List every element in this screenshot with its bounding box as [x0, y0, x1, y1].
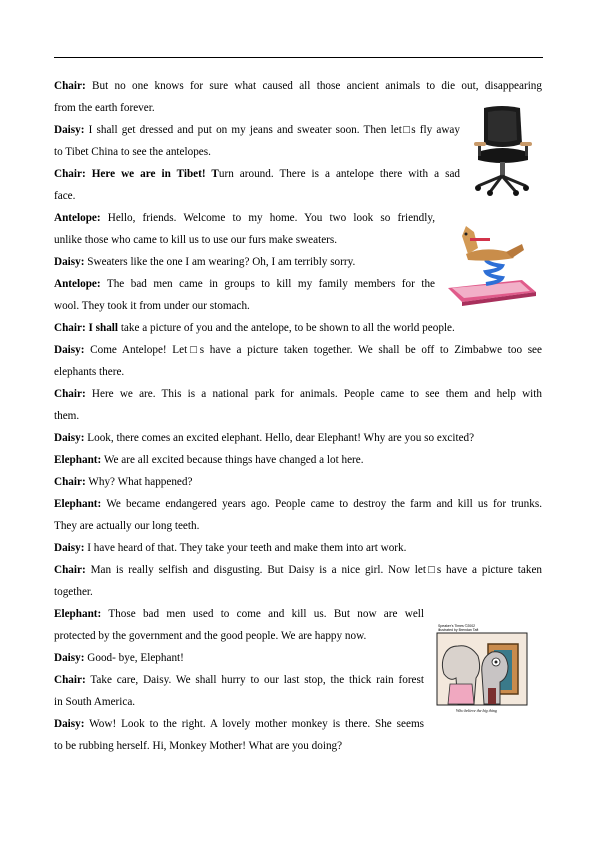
speaker-name: Daisy: [54, 256, 85, 268]
dialogue-line [54, 498, 542, 511]
dialogue-line [54, 696, 135, 709]
svg-text:illustrated by Brendan Taft: illustrated by Brendan Taft [438, 628, 479, 632]
line-text: to Tibet China to see the antelopes. [54, 146, 211, 158]
dialogue-line [54, 344, 542, 357]
speaker-name: Daisy: [54, 542, 85, 554]
dialogue-line [54, 476, 192, 489]
speaker-name: Chair: [54, 476, 86, 488]
line-text: Those bad men used to come and kill us. But now are well [101, 608, 424, 620]
line-text: in South America. [54, 696, 136, 708]
dialogue-line [54, 718, 424, 731]
speaker-name: Elephant: [54, 608, 102, 620]
line-text: Wow! Look to the right. A lovely mother monkey is there. She seems [84, 718, 424, 730]
speaker-name: Daisy: [54, 124, 85, 136]
speaker-name: Chair: [54, 564, 86, 576]
line-text: unlike those who came to kill us to use our furs make sweaters. [54, 234, 338, 246]
dialogue-line [54, 542, 406, 555]
speaker-name: Elephant: [54, 454, 102, 466]
dialogue-line [54, 168, 460, 181]
line-text: protected by the government and the good people. We are happy now. [54, 630, 367, 642]
line-text: Sweaters like the one I am wearing? Oh, I am terribly sorry. [84, 256, 356, 268]
line-text: The bad men came in groups to kill my family members for the [100, 278, 435, 290]
dialogue-line [54, 608, 424, 621]
dialogue-line [54, 256, 355, 269]
line-text: from the earth forever. [54, 102, 155, 114]
dialogue-line [54, 410, 79, 423]
cartoon-caption: Who believe the big thing [456, 708, 497, 713]
dialogue-line [54, 740, 342, 753]
dialogue-line [54, 366, 124, 379]
line-text: Hello, friends. Welcome to my home. You two look so friendly, [100, 212, 435, 224]
line-text: Come Antelope! Let□s have a picture taken together. We shall be off to Zimbabwe too see [84, 344, 542, 356]
dialogue-line [54, 630, 366, 643]
spring-horse-image [444, 222, 539, 307]
line-text: Good- bye, Elephant! [84, 652, 184, 664]
header-rule [54, 57, 543, 58]
line-text: But no one knows for sure what caused all those ancient animals to die out, disappearing [85, 80, 542, 92]
speaker-name: Daisy: [54, 652, 85, 664]
dialogue-line [54, 212, 435, 225]
speaker-name: Chair: [54, 674, 86, 686]
line-text: They are actually our long teeth. [54, 520, 200, 532]
line-text: Take care, Daisy. We shall hurry to our last stop, the thick rain forest [85, 674, 424, 686]
speaker-name: Chair: [54, 80, 86, 92]
line-text: to be rubbing herself. Hi, Monkey Mother! What are you doing? [54, 740, 343, 752]
line-text: together. [54, 586, 93, 598]
speaker-name: Chair: I shall [54, 322, 119, 334]
line-text: We are all excited because things have changed a lot here. [101, 454, 364, 466]
dialogue-line [54, 146, 211, 159]
dialogue-line [54, 190, 75, 203]
dialogue-line [54, 278, 435, 291]
line-text: Here we are. This is a national park for animals. People came to see them and help with [85, 388, 542, 400]
line-text: I shall get dressed and put on my jeans and sweater soon. Then let□s fly away [84, 124, 460, 136]
dialogue-line [54, 388, 542, 401]
speaker-name: Chair: [54, 388, 86, 400]
speaker-name: Antelope: [54, 278, 101, 290]
dialogue-line [54, 586, 93, 599]
speaker-name: Daisy: [54, 432, 85, 444]
office-chair-image [472, 106, 534, 196]
elephant-cartoon-image [436, 622, 528, 714]
dialogue-line [54, 674, 424, 687]
dialogue-line [54, 454, 364, 467]
dialogue-line [54, 234, 337, 247]
line-text: face. [54, 190, 76, 202]
dialogue-line [54, 652, 184, 665]
dialogue-line [54, 300, 250, 313]
dialogue-line [54, 124, 460, 137]
speaker-name: Daisy: [54, 718, 85, 730]
line-text: Look, there comes an excited elephant. Hello, dear Elephant! Why are you so excited? [84, 432, 475, 444]
dialogue-line [54, 102, 155, 115]
line-text: them. [54, 410, 80, 422]
line-text: Why? What happened? [85, 476, 193, 488]
dialogue-line [54, 432, 474, 445]
speaker-name: Daisy: [54, 344, 85, 356]
line-text: wool. They took it from under our stomach. [54, 300, 250, 312]
dialogue-line [54, 80, 542, 93]
dialogue-line [54, 564, 542, 577]
line-text: Man is really selfish and disgusting. But Daisy is a nice girl. Now let□s have a picture taken [85, 564, 542, 576]
speaker-name: Elephant: [54, 498, 102, 510]
speaker-name: Chair: Here we are in Tibet! T [54, 168, 219, 180]
line-text: We became endangered years ago. People came to destroy the farm and kill us for trunks. [101, 498, 542, 510]
line-text: elephants there. [54, 366, 125, 378]
speaker-name: Antelope: [54, 212, 101, 224]
line-text: urn around. There is a antelope there with a sad [218, 168, 461, 180]
dialogue-line [54, 322, 455, 335]
line-text: take a picture of you and the antelope, to be shown to all the world people. [118, 322, 455, 334]
dialogue-line [54, 520, 199, 533]
svg-text:Speaker's Times ©2002: Speaker's Times ©2002 [438, 624, 476, 628]
line-text: I have heard of that. They take your teeth and make them into art work. [84, 542, 407, 554]
